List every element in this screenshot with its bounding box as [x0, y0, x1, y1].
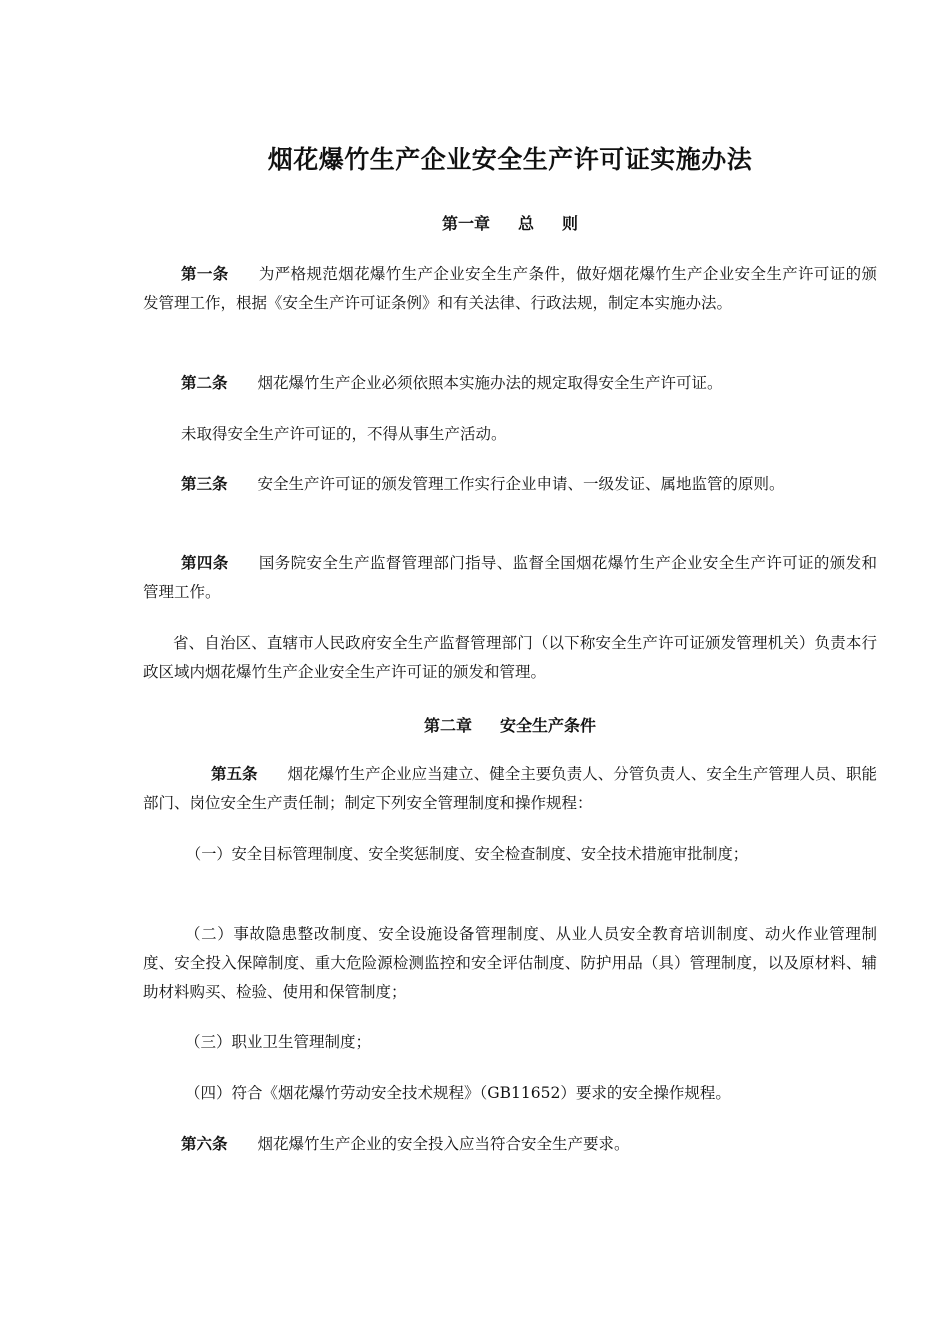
article-5 — [143, 760, 877, 818]
chapter-2-heading — [0, 713, 950, 736]
article-2 — [143, 369, 877, 398]
chapter-1-name-2: 则 — [562, 214, 579, 233]
article-3-label: 第三条 — [181, 475, 228, 493]
article-5-item-4-text: （四）符合《烟花爆竹劳动安全技术规程》（GB11652）要求的安全操作规程。 — [185, 1084, 731, 1102]
article-5-item-3 — [143, 1028, 877, 1057]
chapter-1-heading — [0, 211, 950, 234]
article-3-text: 安全生产许可证的颁发管理工作实行企业申请、一级发证、属地监管的原则。 — [257, 475, 785, 493]
article-5-item-4 — [143, 1079, 877, 1108]
article-6 — [143, 1130, 877, 1159]
article-3 — [143, 470, 877, 499]
article-4-label: 第四条 — [181, 554, 229, 572]
article-5-item-1-text: （一）安全目标管理制度、安全奖惩制度、安全检查制度、安全技术措施审批制度； — [186, 845, 748, 863]
article-6-text: 烟花爆竹生产企业的安全投入应当符合安全生产要求。 — [257, 1135, 630, 1153]
chapter-2-number: 第二章 — [423, 716, 472, 735]
article-5-item-1 — [186, 840, 886, 869]
article-4-paragraph-2 — [143, 629, 877, 687]
article-5-item-2-text: （二）事故隐患整改制度、安全设施设备管理制度、从业人员安全教育培训制度、动火作业管理制度、安全投入保障制度、重大危险源检测监控和安全评估制度、防护用品（具）管理制度，以及原材料、辅助材料购买、检验、使用和保管制度； — [143, 925, 877, 1001]
article-2-paragraph-2-text: 未取得安全生产许可证的，不得从事生产活动。 — [181, 425, 507, 443]
article-1 — [143, 260, 877, 318]
article-4-text: 国务院安全生产监督管理部门指导、监督全国烟花爆竹生产企业安全生产许可证的颁发和管理工作。 — [143, 554, 877, 601]
article-1-label: 第一条 — [181, 265, 229, 283]
article-2-text: 烟花爆竹生产企业必须依照本实施办法的规定取得安全生产许可证。 — [257, 374, 723, 392]
article-5-item-2 — [143, 920, 877, 1007]
document-title: 烟花爆竹生产企业安全生产许可证实施办法 — [267, 145, 753, 174]
article-2-paragraph-2 — [143, 420, 877, 449]
article-4 — [143, 549, 877, 607]
chapter-1-name: 总 — [517, 214, 534, 233]
article-2-label: 第二条 — [181, 374, 228, 392]
chapter-2-name: 安全生产条件 — [500, 716, 597, 735]
article-1-text: 为严格规范烟花爆竹生产企业安全生产条件，做好烟花爆竹生产企业安全生产许可证的颁发管理工作，根据《安全生产许可证条例》和有关法律、行政法规，制定本实施办法。 — [143, 265, 877, 312]
chapter-1-number: 第一章 — [441, 214, 490, 233]
article-5-label: 第五条 — [211, 765, 258, 783]
article-5-item-3-text: （三）职业卫生管理制度； — [185, 1033, 372, 1051]
article-6-label: 第六条 — [181, 1135, 228, 1153]
article-5-text: 烟花爆竹生产企业应当建立、健全主要负责人、分管负责人、安全生产管理人员、职能部门、岗位安全生产责任制；制定下列安全管理制度和操作规程： — [143, 765, 877, 812]
article-4-paragraph-2-text: 省、自治区、直辖市人民政府安全生产监督管理部门（以下称安全生产许可证颁发管理机关）负责本行政区域内烟花爆竹生产企业安全生产许可证的颁发和管理。 — [143, 634, 877, 681]
